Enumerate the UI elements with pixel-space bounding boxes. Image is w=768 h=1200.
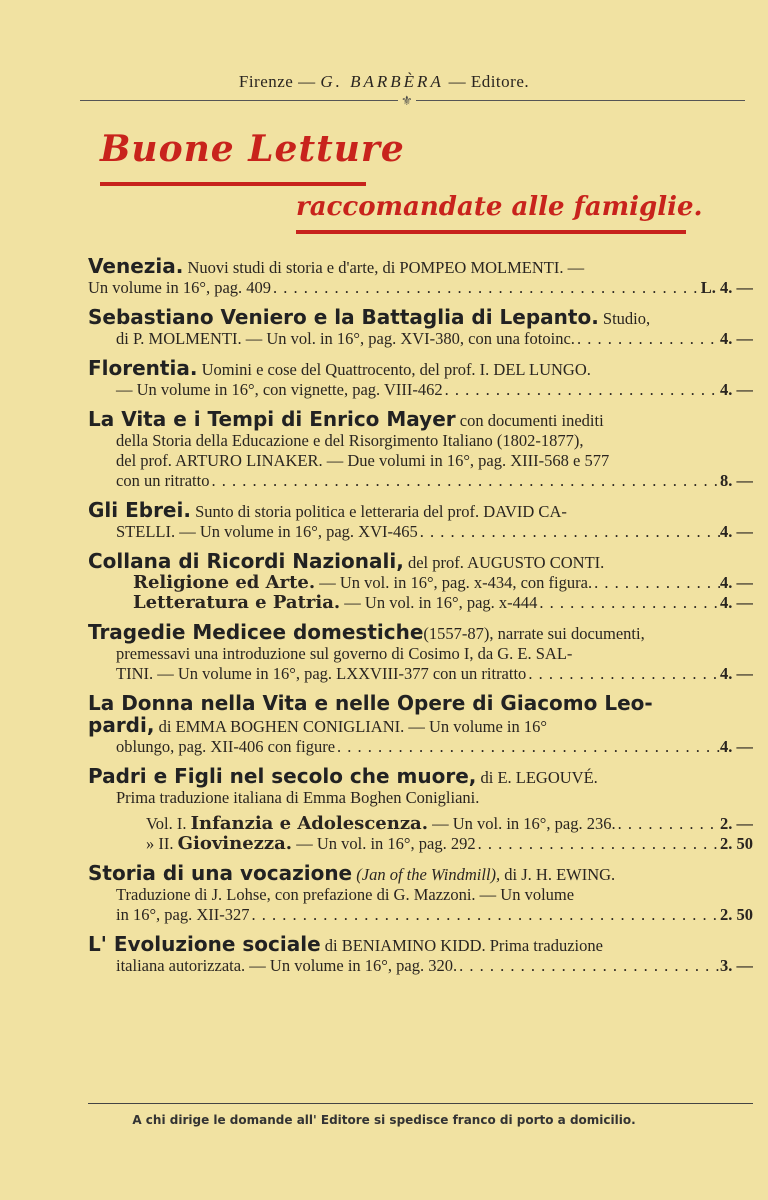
book-description: con documenti inediti bbox=[459, 411, 604, 430]
book-title: Florentia. bbox=[88, 356, 198, 380]
book-description: di BENIAMINO KIDD. Prima traduzione bbox=[324, 936, 603, 955]
volume-details: — Un vol. in 16°, pag. 292 bbox=[296, 834, 476, 853]
book-details: Un volume in 16°, pag. 409 bbox=[88, 278, 272, 297]
header-city: Firenze — bbox=[238, 72, 316, 91]
book-details: oblungo, pag. XII-406 con figure bbox=[116, 737, 336, 756]
book-details: STELLI. — Un volume in 16°, pag. XVI-465 bbox=[116, 522, 418, 541]
header-role: — Editore. bbox=[448, 72, 530, 91]
book-title: Padri e Figli nel secolo che muore, bbox=[88, 764, 477, 788]
book-details: della Storia della Educazione e del Risorgimento Italiano (1802-1877), bbox=[116, 431, 584, 450]
book-title-cont: pardi, bbox=[88, 713, 155, 737]
book-entry-collana bbox=[88, 551, 753, 613]
volume-label: Vol. I. bbox=[146, 814, 187, 833]
book-description: (1557-87), narrate sui documenti, bbox=[423, 624, 645, 643]
book-entry-ebrei bbox=[88, 500, 753, 542]
volume-price: 2. — bbox=[720, 814, 753, 833]
book-price: 2. 50 bbox=[720, 905, 753, 924]
volume-price: 4. — bbox=[720, 593, 753, 612]
book-description: di J. H. EWING. bbox=[504, 865, 616, 884]
book-entry-donna bbox=[88, 693, 753, 757]
volume-price: 4. — bbox=[720, 573, 753, 592]
header-publisher: G. BARBÈRA bbox=[320, 72, 444, 91]
volume-details: — Un vol. in 16°, pag. x-444 bbox=[344, 593, 538, 612]
page-subtitle: raccomandate alle famiglie. bbox=[296, 192, 703, 222]
book-title: Gli Ebrei. bbox=[88, 498, 191, 522]
volume-label: » II. bbox=[146, 834, 174, 853]
book-details: con un ritratto bbox=[116, 471, 210, 490]
book-entry-florentia bbox=[88, 358, 753, 400]
book-details: Traduzione di J. Lohse, con prefazione di G. Mazzoni. — Un volume bbox=[116, 885, 575, 904]
fleuron-icon: ⚜ bbox=[398, 93, 416, 109]
publisher-header bbox=[0, 72, 768, 92]
book-original-title: (Jan of the Windmill), bbox=[356, 865, 501, 884]
volume-details: — Un vol. in 16°, pag. x-434, con figura. bbox=[319, 573, 593, 592]
subtitle-underline bbox=[296, 230, 686, 234]
book-description: Sunto di storia politica e letteraria del prof. DAVID CA- bbox=[195, 502, 567, 521]
book-entry-venezia bbox=[88, 256, 753, 298]
book-entry-tragedie bbox=[88, 622, 753, 684]
book-title: L' Evoluzione sociale bbox=[88, 932, 321, 956]
book-list bbox=[88, 256, 753, 985]
book-details: in 16°, pag. XII-327 bbox=[116, 905, 250, 924]
book-title: La Donna nella Vita e nelle Opere di Giacomo Leo- bbox=[88, 691, 653, 715]
book-title: La Vita e i Tempi di Enrico Mayer bbox=[88, 407, 456, 431]
book-description: Studio, bbox=[602, 309, 651, 328]
book-title: Storia di una vocazione bbox=[88, 861, 353, 885]
book-title: Collana di Ricordi Nazionali, bbox=[88, 549, 404, 573]
volume-title: Infanzia e Adolescenza. bbox=[190, 814, 428, 834]
book-price: 4. — bbox=[720, 664, 753, 683]
book-entry-vocazione bbox=[88, 863, 753, 925]
book-title: Venezia. bbox=[88, 254, 184, 278]
book-price: L. 4. — bbox=[700, 278, 753, 297]
book-details: di P. MOLMENTI. — Un vol. in 16°, pag. XVI-380, con una fotoinc. bbox=[116, 329, 575, 348]
book-description: Nuovi studi di storia e d'arte, di POMPEO MOLMENTI. — bbox=[187, 258, 585, 277]
book-price: 4. — bbox=[720, 380, 753, 399]
book-title: Tragedie Medicee domestiche bbox=[88, 620, 424, 644]
book-details: — Un volume in 16°, con vignette, pag. VIII-462 bbox=[116, 380, 443, 399]
page-title: Buone Letture bbox=[100, 128, 405, 170]
book-price: 4. — bbox=[720, 737, 753, 756]
book-price: 4. — bbox=[720, 522, 753, 541]
volume-price: 2. 50 bbox=[720, 834, 753, 853]
book-description: di E. LEGOUVÉ. bbox=[480, 768, 598, 787]
volume-title: Giovinezza. bbox=[177, 834, 293, 854]
volume-details: — Un vol. in 16°, pag. 236. bbox=[432, 814, 616, 833]
title-underline bbox=[100, 182, 366, 186]
book-description: Uomini e cose del Quattrocento, del prof. I. DEL LUNGO. bbox=[201, 360, 591, 379]
book-details: TINI. — Un volume in 16°, pag. LXXVIII-377 con un ritratto bbox=[116, 664, 527, 683]
book-details: premessavi una introduzione sul governo di Cosimo I, da G. E. SAL- bbox=[116, 644, 573, 663]
footer-note: A chi dirige le domande all' Editore si spedisce franco di porto a domicilio. bbox=[132, 1113, 636, 1127]
book-entry-mayer bbox=[88, 409, 753, 491]
book-price: 4. — bbox=[720, 329, 753, 348]
book-details: Prima traduzione italiana di Emma Boghen Conigliani. bbox=[116, 788, 480, 807]
book-price: 8. — bbox=[720, 471, 753, 490]
book-details: italiana autorizzata. — Un volume in 16°, pag. 320. bbox=[116, 956, 458, 975]
book-entry-evoluzione bbox=[88, 934, 753, 976]
book-description: del prof. AUGUSTO CONTI. bbox=[407, 553, 605, 572]
book-title: Sebastiano Veniero e la Battaglia di Lepanto. bbox=[88, 305, 599, 329]
book-details: del prof. ARTURO LINAKER. — Due volumi in 16°, pag. XIII-568 e 577 bbox=[116, 451, 610, 470]
footer-rule bbox=[88, 1103, 753, 1104]
volume-title: Letteratura e Patria. bbox=[133, 593, 341, 613]
book-price: 3. — bbox=[720, 956, 753, 975]
book-entry-padri-figli bbox=[88, 766, 753, 854]
book-description: di EMMA BOGHEN CONIGLIANI. — Un volume in 16° bbox=[158, 717, 547, 736]
volume-title: Religione ed Arte. bbox=[133, 573, 316, 593]
book-entry-veniero bbox=[88, 307, 753, 349]
